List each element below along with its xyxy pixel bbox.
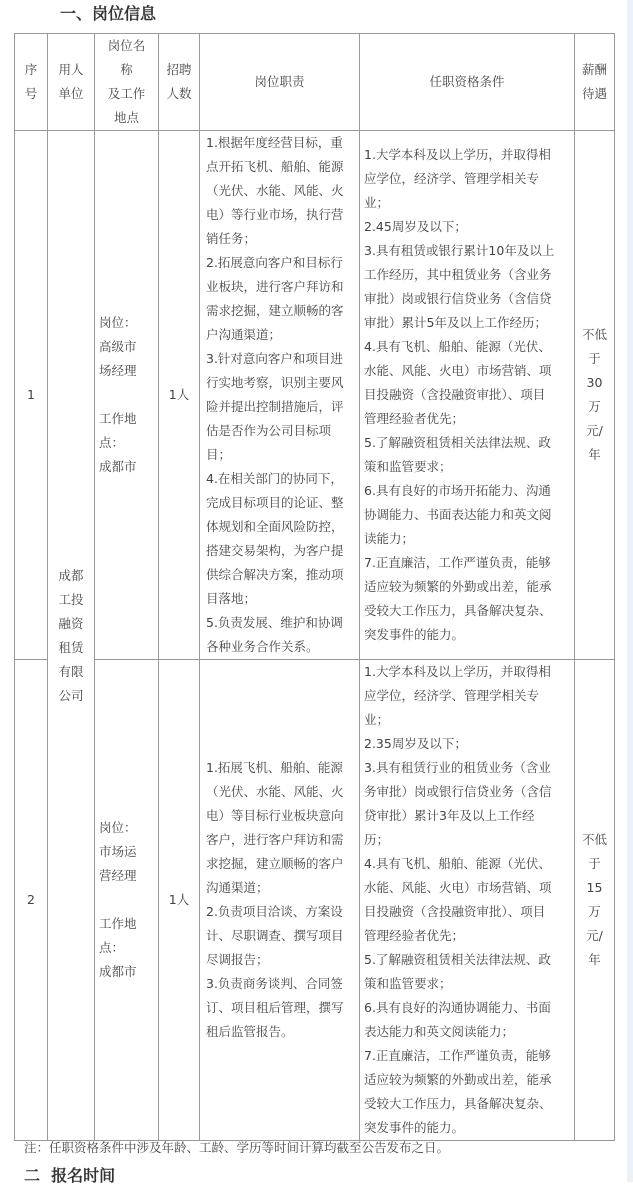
- header-count: 招聘 人数: [159, 34, 200, 131]
- header-employer: 用人 单位: [48, 34, 95, 131]
- table-row: [15, 660, 615, 1141]
- header-salary: 薪酬 待遇: [575, 34, 615, 131]
- header-qualifications: 任职资格条件: [360, 34, 575, 131]
- table-row: [15, 131, 615, 660]
- post-cell: 岗位： 高级市 场经理 工作地 点： 成都市: [95, 131, 159, 660]
- header-no: 序 号: [15, 34, 48, 131]
- table-header-row: [15, 34, 615, 131]
- header-duties: 岗位职责: [200, 34, 360, 131]
- qualifications-cell: 1.大学本科及以上学历，并取得相 应学位，经济学、管理学相关专 业； 2.35周岁及以下； 3.具有租赁行业的租赁业务（含业 务审批）岗或银行信贷业务（含信 贷审批）累计3年及以上工作经 历； 4.具有飞机、船舶、能源（光伏、 水能、风能、火电）市场营销、项 目投融资（含投融资审批）、项目 管理经验者优先； 5.了解融资租赁相关法律法规、政 策和监管要求； 6.具有良好的沟通协调能力、书面 表达能力和英文阅读能力； 7.正直廉洁，工作严谨负责，能够 适应较为频繁的外勤或出差，能承 受较大工作压力，具备解决复杂、 突发事件的能力。: [360, 660, 575, 1141]
- employer-cell: 成都 工投 融资 租赁 有限 公司: [48, 131, 95, 1141]
- page-side-accent: [627, 0, 633, 1182]
- salary-cell: 不低 于 15 万 元/ 年: [575, 660, 615, 1141]
- duties-cell: 1.根据年度经营目标，重 点开拓飞机、船舶、能源 （光伏、水能、风能、火 电）等行业市场，执行营 销任务； 2.拓展意向客户和目标行 业板块，进行客户拜访和 需求挖掘，建立顺畅的客 户沟通渠道； 3.针对意向客户和项目进 行实地考察，识别主要风 险并提出控制措施后，评 估是否作为公司目标项 目； 4.在相关部门的协同下， 完成目标项目的论证、整 体规划和全面风险防控， 搭建交易架构，为客户提 供综合解决方案，推动项 目落地； 5.负责发展、维护和协调 各种业务合作关系。: [200, 131, 360, 660]
- post-cell: 岗位： 市场运 营经理 工作地 点： 成都市: [95, 660, 159, 1141]
- count-cell: 1人: [159, 131, 200, 660]
- count-cell: 1人: [159, 660, 200, 1141]
- job-positions-table: [14, 33, 615, 1141]
- duties-cell: 1.拓展飞机、船舶、能源 （光伏、水能、风能、火 电）等目标行业板块意向 客户，进行客户拜访和需 求挖掘，建立顺畅的客户 沟通渠道； 2.负责项目洽谈、方案设 计、尽职调查、撰写项目 尽调报告； 3.负责商务谈判、合同签 订、项目租后管理，撰写 租后监管报告。: [200, 660, 360, 1141]
- footnote: 注：任职资格条件中涉及年龄、工龄、学历等时间计算均截至公告发布之日。: [24, 1140, 450, 1155]
- salary-cell: 不低 于 30 万 元/ 年: [575, 131, 615, 660]
- qualifications-cell: 1.大学本科及以上学历，并取得相 应学位，经济学、管理学相关专 业； 2.45周岁及以下； 3.具有租赁或银行累计10年及以上 工作经历，其中租赁业务（含业务 审批）岗或银行信贷业务（含信贷 审批）累计5年及以上工作经历； 4.具有飞机、船舶、能源（光伏、 水能、风能、火电）市场营销、项 目投融资（含投融资审批）、项目 管理经验者优先； 5.了解融资租赁相关法律法规、政 策和监管要求； 6.具有良好的市场开拓能力、沟通 协调能力、书面表达能力和英文阅 读能力； 7.正直廉洁，工作严谨负责，能够 适应较为频繁的外勤或出差，能承 受较大工作压力，具备解决复杂、 突发事件的能力。: [360, 131, 575, 660]
- row-no: 1: [15, 131, 48, 660]
- row-no: 2: [15, 660, 48, 1141]
- next-section-title: 二 报名时间: [24, 1166, 116, 1185]
- header-post: 岗位名 称 及工作 地点: [95, 34, 159, 131]
- section-title: 一、岗位信息: [60, 4, 157, 23]
